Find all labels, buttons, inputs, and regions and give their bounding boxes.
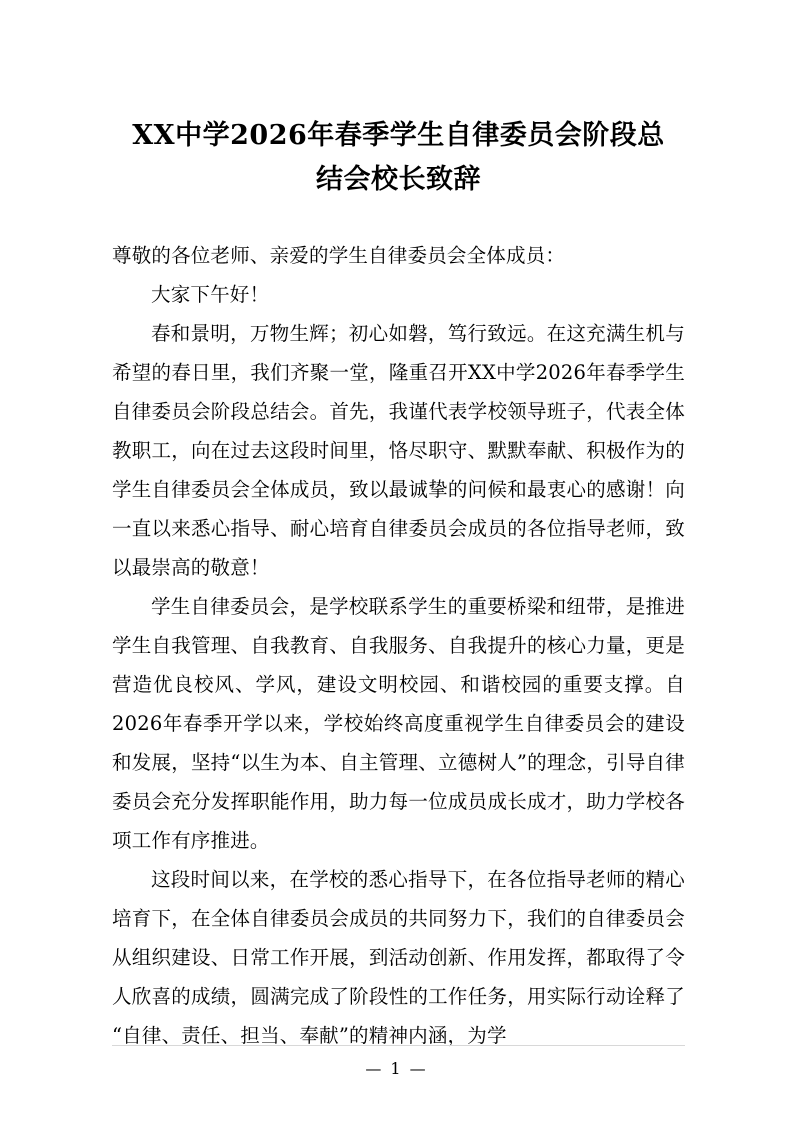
page-number: — 1 — — [365, 1059, 428, 1078]
page-title: XX中学2026年春季学生自律委员会阶段总结会校长致辞 — [132, 120, 665, 195]
greeting-line: 大家下午好！ — [151, 283, 270, 306]
paragraph-2: 学生自律委员会，是学校联系学生的重要桥梁和纽带，是推进学生自我管理、自我教育、自我服务、自我提升的核心力量，更是营造优良校风、学风，建设文明校园、和谐校园的重要支撑。自2026年春季开学以来，学校始终高度重视学生自律委员会的建设和发展，坚持“以生为本、自主管理、立德树人”的理念，引导自律委员会充分发挥职能作用，助力每一位成员成长成才，助力学校各项工作有序推进。 — [112, 595, 685, 852]
salutation-line: 尊敬的各位老师、亲爱的学生自律委员会全体成员： — [112, 244, 566, 267]
paragraph-1: 春和景明，万物生辉；初心如磐，笃行致远。在这充满生机与希望的春日里，我们齐聚一堂，隆重召开XX中学2026年春季学生自律委员会阶段总结会。首先，我谨代表学校领导班子，代表全体教职工，向在过去这段时间里，恪尽职守、默默奉献、积极作为的学生自律委员会全体成员，致以最诚挚的问候和最衷心的感谢！向一直以来悉心指导、耐心培育自律委员会成员的各位指导老师，致以最崇高的敬意！ — [112, 322, 685, 579]
footer-divider — [112, 1045, 685, 1046]
paragraph-3: 这段时间以来，在学校的悉心指导下，在各位指导老师的精心培育下，在全体自律委员会成员的共同努力下，我们的自律委员会从组织建设、日常工作开展，到活动创新、作用发挥，都取得了令人欣喜的成绩，圆满完成了阶段性的工作任务，用实际行动诠释了“自律、责任、担当、奉献”的精神内涵，为学 — [112, 868, 685, 1047]
document-body — [112, 236, 685, 1055]
